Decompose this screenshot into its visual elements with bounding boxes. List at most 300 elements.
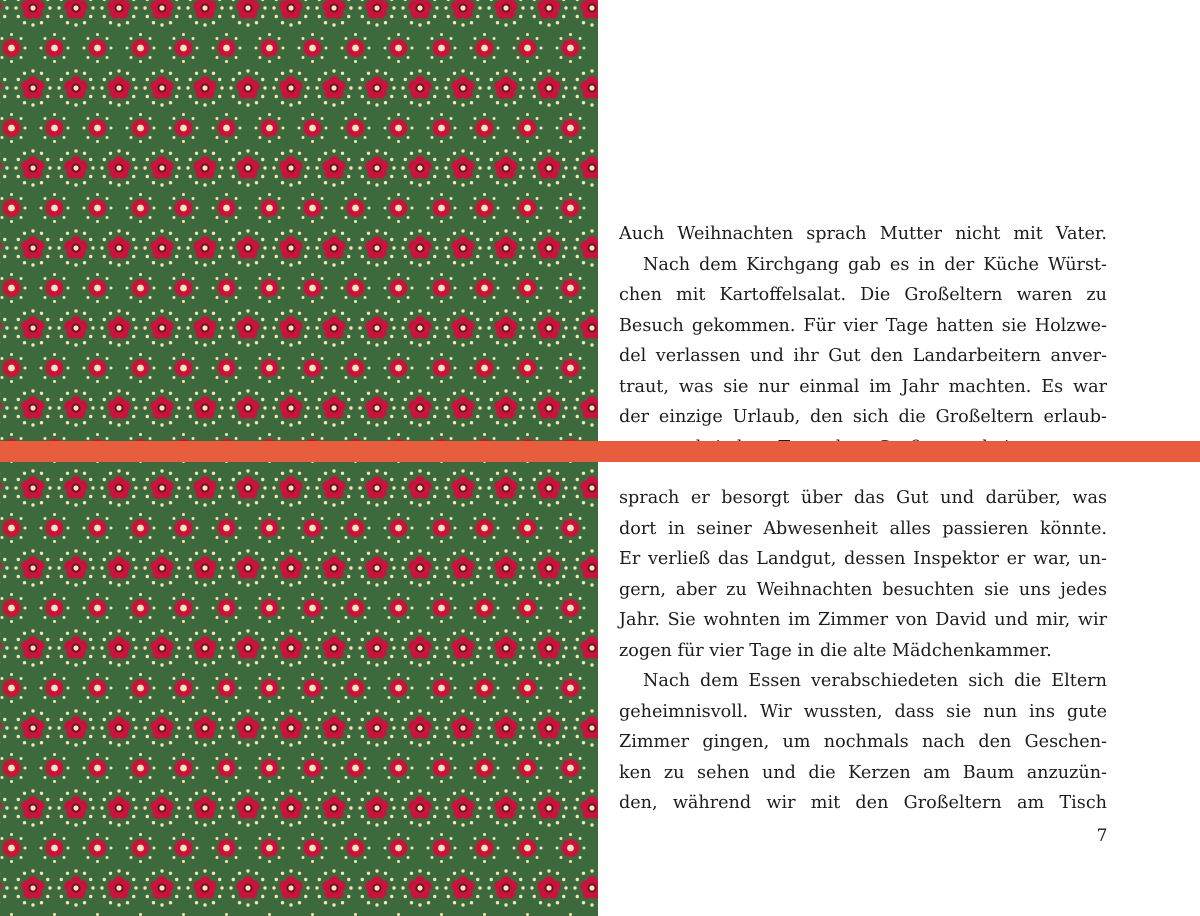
text-line: Jahr. Sie wohnten im Zimmer von David und mir, wir bbox=[619, 610, 1107, 630]
flower-motif bbox=[0, 673, 27, 703]
flower-motif bbox=[40, 513, 70, 543]
flower-motif bbox=[272, 229, 309, 266]
flower-motif bbox=[255, 753, 285, 783]
flower-motif bbox=[272, 789, 309, 826]
flower-motif bbox=[83, 273, 113, 303]
flower-motif bbox=[513, 513, 543, 543]
text-line: Besuch gekommen. Für vier Tage hatten sie Holzwe- bbox=[619, 315, 1107, 336]
flower-motif bbox=[229, 549, 266, 586]
flower-motif bbox=[143, 229, 180, 266]
flower-motif bbox=[0, 33, 27, 63]
flower-motif bbox=[401, 69, 438, 106]
flower-motif bbox=[298, 113, 328, 143]
text-line: Auch Weihnachten sprach Mutter nicht mit Vater. bbox=[619, 224, 1107, 244]
flower-motif bbox=[556, 753, 586, 783]
flower-motif bbox=[126, 273, 156, 303]
flower-motif bbox=[83, 833, 113, 863]
flower-motif bbox=[513, 593, 543, 623]
flower-motif bbox=[298, 593, 328, 623]
flower-motif bbox=[143, 469, 180, 506]
flower-motif bbox=[487, 69, 524, 106]
flower-motif bbox=[298, 273, 328, 303]
flower-motif bbox=[470, 113, 500, 143]
flower-motif bbox=[83, 33, 113, 63]
flower-motif bbox=[298, 753, 328, 783]
text-line: gern, aber zu Weihnachten besuchten sie uns jedes bbox=[619, 579, 1107, 600]
flower-motif bbox=[0, 309, 9, 346]
flower-motif bbox=[573, 309, 598, 346]
text-line: sprach er besorgt über das Gut und darüber, was bbox=[619, 488, 1107, 508]
flower-motif bbox=[255, 673, 285, 703]
flower-motif bbox=[255, 273, 285, 303]
flower-motif bbox=[0, 513, 27, 543]
flower-motif bbox=[40, 273, 70, 303]
text-line: Nach dem Essen verabschiedeten sich die Eltern bbox=[643, 671, 1107, 691]
flower-motif bbox=[212, 193, 242, 223]
flower-motif bbox=[341, 833, 371, 863]
flower-motif bbox=[401, 869, 438, 906]
flower-motif bbox=[444, 469, 481, 506]
flower-motif bbox=[0, 753, 27, 783]
flower-motif bbox=[57, 389, 94, 426]
flower-motif bbox=[341, 33, 371, 63]
flower-motif bbox=[470, 753, 500, 783]
flower-motif bbox=[143, 389, 180, 426]
flower-motif bbox=[530, 469, 567, 506]
flower-motif bbox=[358, 149, 395, 186]
flower-motif bbox=[470, 273, 500, 303]
flower-motif bbox=[0, 629, 9, 666]
flower-motif bbox=[186, 469, 223, 506]
flower-motif bbox=[427, 513, 457, 543]
flower-motif bbox=[143, 629, 180, 666]
flower-motif bbox=[255, 833, 285, 863]
flower-motif bbox=[444, 549, 481, 586]
flower-motif bbox=[229, 69, 266, 106]
flower-motif bbox=[573, 0, 598, 27]
flower-motif bbox=[513, 113, 543, 143]
flower-motif bbox=[229, 309, 266, 346]
flower-motif bbox=[556, 593, 586, 623]
flower-motif bbox=[143, 309, 180, 346]
flower-motif bbox=[14, 869, 51, 906]
flower-motif bbox=[556, 113, 586, 143]
flower-motif bbox=[513, 753, 543, 783]
flower-motif bbox=[212, 353, 242, 383]
flower-motif bbox=[100, 149, 137, 186]
flower-motif bbox=[384, 833, 414, 863]
flower-motif bbox=[40, 753, 70, 783]
flower-motif bbox=[530, 389, 567, 426]
flower-motif bbox=[186, 0, 223, 27]
flower-motif bbox=[0, 833, 27, 863]
flower-motif bbox=[470, 33, 500, 63]
flower-motif bbox=[444, 789, 481, 826]
flower-motif bbox=[556, 673, 586, 703]
text-line: Er verließ das Landgut, dessen Inspektor er war, un- bbox=[619, 549, 1107, 569]
flower-motif bbox=[14, 149, 51, 186]
flower-motif bbox=[14, 789, 51, 826]
flower-motif bbox=[40, 593, 70, 623]
flower-motif bbox=[169, 833, 199, 863]
flower-motif bbox=[427, 753, 457, 783]
flower-motif bbox=[0, 389, 9, 426]
flower-motif bbox=[341, 753, 371, 783]
flower-motif bbox=[427, 833, 457, 863]
flower-motif bbox=[57, 629, 94, 666]
flower-motif bbox=[255, 513, 285, 543]
flower-motif bbox=[358, 629, 395, 666]
flower-motif bbox=[298, 33, 328, 63]
flower-motif bbox=[513, 33, 543, 63]
flower-motif bbox=[444, 229, 481, 266]
flower-motif bbox=[186, 629, 223, 666]
flower-motif bbox=[470, 513, 500, 543]
flower-motif bbox=[427, 33, 457, 63]
flower-motif bbox=[401, 229, 438, 266]
flower-motif bbox=[0, 593, 27, 623]
flower-motif bbox=[530, 309, 567, 346]
text-line: Nach dem Kirchgang gab es in der Küche Würst- bbox=[643, 254, 1107, 275]
flower-motif bbox=[0, 869, 9, 906]
flower-motif bbox=[0, 229, 9, 266]
flower-motif bbox=[83, 673, 113, 703]
flower-motif bbox=[186, 229, 223, 266]
flower-motif bbox=[272, 0, 309, 27]
flower-motif bbox=[487, 309, 524, 346]
flower-motif bbox=[0, 789, 9, 826]
flower-motif bbox=[14, 229, 51, 266]
flower-motif bbox=[358, 469, 395, 506]
flower-motif bbox=[272, 309, 309, 346]
page-number: 7 bbox=[1096, 826, 1108, 846]
flower-motif bbox=[470, 193, 500, 223]
flower-motif bbox=[0, 469, 9, 506]
flower-motif bbox=[186, 789, 223, 826]
flower-motif bbox=[358, 69, 395, 106]
flower-motif bbox=[513, 673, 543, 703]
flower-motif bbox=[229, 709, 266, 746]
flower-motif bbox=[255, 193, 285, 223]
flower-motif bbox=[186, 549, 223, 586]
flower-motif bbox=[513, 273, 543, 303]
flower-motif bbox=[83, 593, 113, 623]
flower-motif bbox=[272, 549, 309, 586]
flower-motif bbox=[126, 593, 156, 623]
flower-motif bbox=[212, 273, 242, 303]
flower-motif bbox=[401, 789, 438, 826]
flower-motif bbox=[83, 353, 113, 383]
flower-motif bbox=[487, 389, 524, 426]
flower-motif bbox=[341, 273, 371, 303]
text-line: chen mit Kartoffelsalat. Die Großeltern waren zu bbox=[619, 285, 1107, 305]
flower-motif bbox=[255, 33, 285, 63]
flower-motif bbox=[444, 69, 481, 106]
flower-motif bbox=[341, 673, 371, 703]
orange-band bbox=[0, 441, 1200, 462]
flower-motif bbox=[341, 593, 371, 623]
flower-motif bbox=[40, 353, 70, 383]
flower-motif bbox=[14, 69, 51, 106]
flower-motif bbox=[100, 389, 137, 426]
flower-motif bbox=[100, 69, 137, 106]
flower-motif bbox=[0, 709, 9, 746]
flower-motif bbox=[487, 469, 524, 506]
flower-motif bbox=[487, 549, 524, 586]
text-line: geheimnisvoll. Wir wussten, dass sie nun ins gute bbox=[619, 701, 1107, 722]
flower-motif bbox=[487, 629, 524, 666]
flower-motif bbox=[401, 0, 438, 27]
flower-motif bbox=[143, 69, 180, 106]
flower-motif bbox=[83, 753, 113, 783]
flower-motif bbox=[315, 789, 352, 826]
flower-motif bbox=[315, 869, 352, 906]
flower-motif bbox=[513, 833, 543, 863]
flower-motif bbox=[229, 389, 266, 426]
flower-motif bbox=[487, 789, 524, 826]
flower-motif bbox=[186, 389, 223, 426]
flower-motif bbox=[212, 673, 242, 703]
flower-motif bbox=[341, 353, 371, 383]
flower-motif bbox=[384, 273, 414, 303]
flower-motif bbox=[14, 709, 51, 746]
flower-motif bbox=[255, 353, 285, 383]
flower-motif bbox=[186, 149, 223, 186]
flower-motif bbox=[401, 149, 438, 186]
flower-motif bbox=[14, 389, 51, 426]
flower-motif bbox=[272, 149, 309, 186]
flower-motif bbox=[14, 309, 51, 346]
flower-motif bbox=[487, 0, 524, 27]
flower-motif bbox=[126, 513, 156, 543]
flower-motif bbox=[427, 673, 457, 703]
flower-motif bbox=[573, 869, 598, 906]
flower-motif bbox=[0, 0, 9, 27]
flower-motif bbox=[556, 193, 586, 223]
flower-motif bbox=[212, 513, 242, 543]
flower-motif bbox=[57, 309, 94, 346]
flower-motif bbox=[143, 149, 180, 186]
flower-motif bbox=[358, 229, 395, 266]
flower-motif bbox=[315, 0, 352, 27]
flower-motif bbox=[315, 549, 352, 586]
flower-motif bbox=[556, 273, 586, 303]
flower-motif bbox=[573, 149, 598, 186]
flower-motif bbox=[358, 549, 395, 586]
flower-motif bbox=[315, 469, 352, 506]
flower-motif bbox=[315, 69, 352, 106]
text-line: traut, was sie nur einmal im Jahr machten. Es war bbox=[619, 376, 1107, 397]
flower-motif bbox=[556, 833, 586, 863]
flower-motif bbox=[298, 193, 328, 223]
flower-motif bbox=[126, 833, 156, 863]
flower-motif bbox=[341, 193, 371, 223]
flower-motif bbox=[315, 309, 352, 346]
text-line: ken zu sehen und die Kerzen am Baum anzuzün- bbox=[619, 762, 1107, 783]
flower-motif bbox=[143, 869, 180, 906]
flower-motif bbox=[14, 549, 51, 586]
flower-motif bbox=[212, 833, 242, 863]
flower-motif bbox=[143, 709, 180, 746]
flower-motif bbox=[470, 833, 500, 863]
paragraph-top bbox=[619, 219, 1107, 463]
flower-motif bbox=[83, 193, 113, 223]
flower-motif bbox=[444, 0, 481, 27]
flower-motif bbox=[298, 833, 328, 863]
flower-motif bbox=[427, 193, 457, 223]
flower-motif bbox=[57, 869, 94, 906]
text-line: del verlassen und ihr Gut den Landarbeitern anver- bbox=[619, 346, 1107, 366]
flower-motif bbox=[83, 513, 113, 543]
flower-motif bbox=[401, 389, 438, 426]
flower-motif bbox=[57, 0, 94, 27]
flower-motif bbox=[272, 69, 309, 106]
flower-motif bbox=[556, 353, 586, 383]
flower-motif bbox=[444, 709, 481, 746]
flower-motif bbox=[169, 353, 199, 383]
flower-motif bbox=[57, 789, 94, 826]
flower-motif bbox=[169, 273, 199, 303]
text-line: zogen für vier Tage in die alte Mädchenkammer. bbox=[619, 640, 1052, 661]
flower-motif bbox=[358, 789, 395, 826]
flower-motif bbox=[100, 0, 137, 27]
flower-motif bbox=[470, 593, 500, 623]
flower-motif bbox=[427, 273, 457, 303]
flower-motif bbox=[573, 709, 598, 746]
text-line: dort in seiner Abwesenheit alles passieren könnte. bbox=[619, 518, 1107, 539]
flower-motif bbox=[126, 113, 156, 143]
flower-motif bbox=[444, 149, 481, 186]
flower-motif bbox=[530, 69, 567, 106]
flower-motif bbox=[0, 69, 9, 106]
flower-motif bbox=[530, 709, 567, 746]
flower-motif bbox=[427, 113, 457, 143]
flower-motif bbox=[229, 869, 266, 906]
flower-motif bbox=[212, 593, 242, 623]
flower-motif bbox=[573, 789, 598, 826]
flower-motif bbox=[212, 113, 242, 143]
flower-motif bbox=[212, 753, 242, 783]
flower-motif bbox=[186, 309, 223, 346]
flower-motif bbox=[530, 549, 567, 586]
flower-motif bbox=[272, 869, 309, 906]
flower-motif bbox=[186, 69, 223, 106]
flower-motif bbox=[57, 229, 94, 266]
flower-motif bbox=[487, 229, 524, 266]
flower-motif bbox=[0, 273, 27, 303]
flower-motif bbox=[14, 469, 51, 506]
flower-motif bbox=[126, 753, 156, 783]
flower-motif bbox=[384, 193, 414, 223]
flower-motif bbox=[169, 193, 199, 223]
flower-motif bbox=[444, 309, 481, 346]
flower-motif bbox=[427, 593, 457, 623]
flower-motif bbox=[229, 149, 266, 186]
flower-motif bbox=[126, 673, 156, 703]
flower-motif bbox=[272, 389, 309, 426]
flower-motif bbox=[401, 709, 438, 746]
flower-motif bbox=[126, 33, 156, 63]
flower-motif bbox=[487, 869, 524, 906]
flower-motif bbox=[358, 869, 395, 906]
flower-motif bbox=[0, 549, 9, 586]
flower-motif bbox=[573, 549, 598, 586]
flower-motif bbox=[40, 193, 70, 223]
flower-motif bbox=[556, 33, 586, 63]
flower-motif bbox=[14, 0, 51, 27]
flower-motif bbox=[0, 149, 9, 186]
text-line: Zimmer gingen, um nochmals nach den Geschen- bbox=[619, 732, 1107, 752]
flower-motif bbox=[315, 229, 352, 266]
flower-motif bbox=[444, 629, 481, 666]
flower-motif bbox=[100, 549, 137, 586]
flower-motif bbox=[169, 513, 199, 543]
flower-motif bbox=[358, 0, 395, 27]
flower-motif bbox=[358, 709, 395, 746]
text-line: der einzige Urlaub, den sich die Großeltern erlaub- bbox=[619, 407, 1107, 427]
flower-motif bbox=[444, 389, 481, 426]
flower-motif bbox=[229, 229, 266, 266]
flower-motif bbox=[169, 33, 199, 63]
flower-motif bbox=[341, 113, 371, 143]
flower-motif bbox=[401, 309, 438, 346]
flower-motif bbox=[0, 113, 27, 143]
flower-motif bbox=[358, 389, 395, 426]
flower-motif bbox=[169, 593, 199, 623]
flower-motif bbox=[14, 629, 51, 666]
flower-motif bbox=[57, 709, 94, 746]
flower-motif bbox=[169, 753, 199, 783]
flower-motif bbox=[169, 673, 199, 703]
flower-motif bbox=[470, 673, 500, 703]
flower-motif bbox=[100, 309, 137, 346]
flower-motif bbox=[100, 789, 137, 826]
flower-motif bbox=[530, 149, 567, 186]
flower-motif bbox=[272, 629, 309, 666]
flower-motif bbox=[556, 513, 586, 543]
flower-motif bbox=[229, 0, 266, 27]
flower-motif bbox=[143, 549, 180, 586]
flower-motif bbox=[487, 709, 524, 746]
flower-motif bbox=[143, 789, 180, 826]
flower-motif bbox=[573, 229, 598, 266]
flower-motif bbox=[186, 869, 223, 906]
flower-motif bbox=[530, 869, 567, 906]
flower-motif bbox=[384, 113, 414, 143]
flower-motif bbox=[401, 469, 438, 506]
flower-motif bbox=[255, 593, 285, 623]
flower-motif bbox=[573, 69, 598, 106]
flower-motif bbox=[100, 469, 137, 506]
flower-motif bbox=[384, 353, 414, 383]
flower-motif bbox=[40, 113, 70, 143]
flower-motif bbox=[384, 513, 414, 543]
flower-motif bbox=[315, 709, 352, 746]
flower-motif bbox=[513, 193, 543, 223]
flower-motif bbox=[444, 869, 481, 906]
flower-motif bbox=[100, 869, 137, 906]
flower-motif bbox=[315, 629, 352, 666]
flower-motif bbox=[83, 113, 113, 143]
flower-motif bbox=[315, 389, 352, 426]
flower-motif bbox=[57, 149, 94, 186]
flower-motif bbox=[401, 549, 438, 586]
flower-motif bbox=[530, 0, 567, 27]
flower-motif bbox=[100, 709, 137, 746]
flower-motif bbox=[126, 353, 156, 383]
flower-motif bbox=[358, 309, 395, 346]
flower-motif bbox=[143, 0, 180, 27]
